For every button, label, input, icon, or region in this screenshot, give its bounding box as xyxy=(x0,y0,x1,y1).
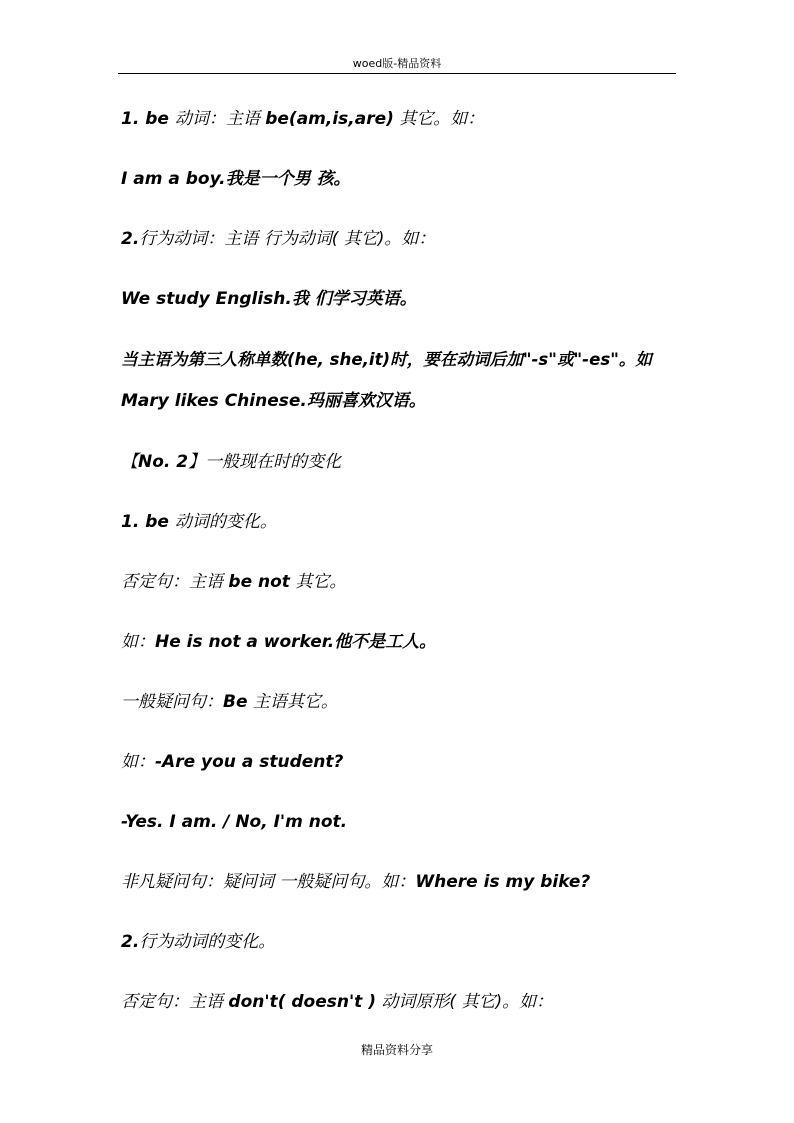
text-segment: 否定句：主语 xyxy=(121,572,229,592)
text-line xyxy=(121,872,590,892)
text-segment: 或 xyxy=(556,350,574,369)
text-segment: Mary likes Chinese. xyxy=(121,391,307,411)
text-line xyxy=(121,632,436,652)
text-segment: 其它。如： xyxy=(393,109,485,129)
text-segment: 】一般现在时的变化 xyxy=(188,452,342,472)
text-line xyxy=(121,932,275,952)
text-line xyxy=(121,572,346,592)
text-segment: 其它。 xyxy=(289,572,347,592)
text-segment: -Yes. I am. / No, I'm not. xyxy=(121,812,348,832)
text-segment: 我是一个男 孩。 xyxy=(225,169,351,189)
text-line xyxy=(121,812,347,832)
text-line xyxy=(121,992,553,1012)
header-rule xyxy=(118,73,676,74)
text-line xyxy=(121,752,343,772)
text-segment: "-s" xyxy=(522,350,557,369)
text-segment: 1. be xyxy=(121,512,175,532)
text-segment: -Are you a student? xyxy=(155,752,344,772)
text-segment: 主语其它。 xyxy=(247,692,338,712)
text-segment: 行为动词：主语 行为动词( 其它)。如： xyxy=(139,229,436,249)
text-segment: 非凡疑问句：疑问词 一般疑问句。如： xyxy=(121,872,416,892)
text-segment: 动词的变化。 xyxy=(174,512,277,532)
text-segment: Be xyxy=(223,692,248,712)
text-segment: 如： xyxy=(121,752,155,772)
text-segment: be not xyxy=(228,572,290,592)
text-line xyxy=(121,350,652,370)
text-segment: 行为动词的变化。 xyxy=(139,932,276,952)
text-segment: don't( doesn't ) xyxy=(228,992,376,1012)
text-line xyxy=(121,229,435,249)
text-segment: be(am,is,are) xyxy=(265,109,394,129)
text-segment: 动词：主语 xyxy=(174,109,266,129)
text-line xyxy=(121,692,338,712)
text-segment: 玛丽喜欢汉语。 xyxy=(306,391,426,411)
text-segment: 当主语为第三人称单数 xyxy=(121,350,287,369)
text-segment: 动词原形( 其它)。如： xyxy=(376,992,554,1012)
text-segment: 1. be xyxy=(121,109,175,129)
text-segment: 他不是工人。 xyxy=(334,632,437,652)
text-segment: "-es" xyxy=(573,350,619,369)
text-line xyxy=(121,289,417,309)
text-segment: 否定句：主语 xyxy=(121,992,229,1012)
page-footer: 精品资料分享 xyxy=(360,1043,433,1057)
text-segment: 。如 xyxy=(618,350,653,369)
text-line xyxy=(121,109,484,129)
text-segment: 2. xyxy=(121,229,140,249)
text-segment: I am a boy. xyxy=(121,169,226,189)
text-segment: We study English. xyxy=(121,289,292,309)
text-segment: Where is my bike? xyxy=(415,872,591,892)
page-header: woed版-精品资料 xyxy=(352,57,442,70)
text-segment: 【 xyxy=(121,452,138,472)
text-segment: (he, she,it) xyxy=(286,350,391,369)
text-segment: No. 2 xyxy=(138,452,189,472)
text-segment: 我 们学习英语。 xyxy=(291,289,417,309)
text-line xyxy=(121,452,341,472)
text-line xyxy=(121,391,426,411)
text-line xyxy=(121,169,351,189)
text-segment: 如： xyxy=(121,632,155,652)
text-segment: 2. xyxy=(121,932,140,952)
text-segment: 时，要在动词后加 xyxy=(390,350,523,369)
text-line xyxy=(121,512,277,532)
text-segment: 一般疑问句： xyxy=(121,692,223,712)
text-segment: He is not a worker. xyxy=(155,632,335,652)
